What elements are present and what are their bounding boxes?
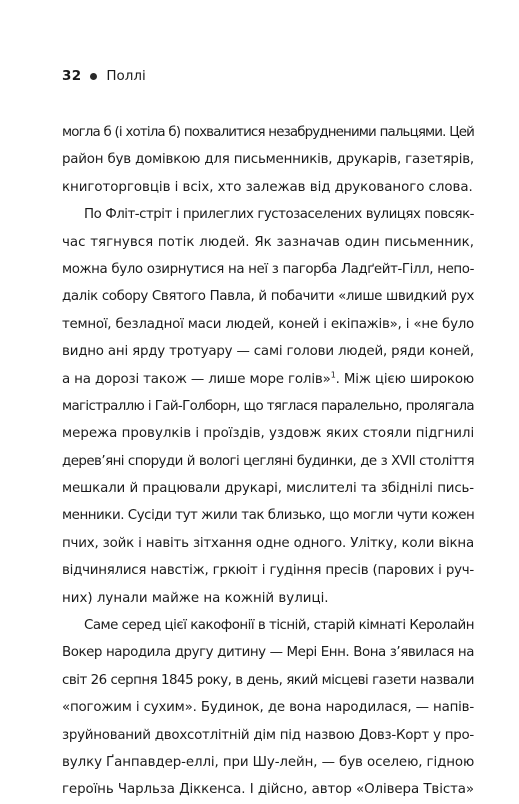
text-line: могла б (і хотіла б) похвалитися незабрудненими пальцями. Цей xyxy=(62,125,474,140)
text-line: книготорговців і всіх, хто залежав від друкованого слова. xyxy=(62,179,473,195)
text-line: мережа провулків і проїздів, уздовж яких стояли підгнилі xyxy=(62,426,475,442)
text-line: них) лунали майже на кожній вулиці. xyxy=(62,590,329,606)
text-line: пчих, зойк і навіть зітхання одне одного. Улітку, коли вікна xyxy=(62,535,474,551)
running-head xyxy=(62,66,146,86)
text-line: зруйнований двохсотлітній дім під назвою Довз-Корт у про- xyxy=(62,727,474,743)
bullet-dot-icon xyxy=(90,73,97,80)
text-line: темної, безладної маси людей, коней і екіпажів», і «не було xyxy=(62,316,474,332)
text-line: час тягнувся потік людей. Як зазначав один письменник, xyxy=(62,234,474,250)
text-line: менники. Сусіди тут жили так близько, що могли чути кожен xyxy=(62,508,475,524)
text-line: «погожим і сухим». Будинок, де вона народилася, — напів- xyxy=(62,700,474,716)
page-number: 32 xyxy=(62,68,82,84)
text-line: світ 26 серпня 1845 року, в день, який місцеві газети назвали xyxy=(62,672,474,688)
text-line: відчинялися навстіж, гркюіт і гудіння пресів (парових і руч- xyxy=(62,563,474,579)
text-line: мешкали й працювали друкарі, мислителі та збіднілі пись- xyxy=(62,481,474,497)
text-line: дерев’яні споруди й вологі цегляні будинки, де з XVII століття xyxy=(62,453,474,469)
text-line-part: а на дорозі також — лише море голів» xyxy=(62,371,331,387)
text-line: Вокер народила другу дитину — Мері Енн. Вона з’явилася на xyxy=(62,645,474,661)
text-line: По Фліт-стріт і прилеглих густозаселених вулицях повсяк- xyxy=(84,207,474,223)
text-line-part: . Між цією широкою xyxy=(335,371,474,387)
text-line: далік собору Святого Павла, й побачити «лише швидкий рух xyxy=(62,289,474,305)
text-line: район був домівкою для письменників, друкарів, газетярів, xyxy=(62,152,474,168)
text-line-with-footnote xyxy=(62,366,474,393)
running-title: Поллі xyxy=(106,68,146,84)
body-text xyxy=(62,119,474,804)
text-line: магістраллю і Гай-Голборн, що тяглася паралельно, пролягала xyxy=(62,398,474,414)
text-line: Саме серед цієї какофонії в тісній, старій кімнаті Керолайн xyxy=(84,618,474,634)
footnote-marker[interactable]: 1 xyxy=(330,370,336,380)
text-line: видно ані ярду тротуару — самі голови людей, ряди коней, xyxy=(62,344,474,360)
text-line: героїнь Чарльза Діккенса. І дійсно, автор «Олівера Твіста» xyxy=(62,782,474,798)
text-line: вулку Ґанпавдер-еллі, при Шу-лейн, — був оселею, гідною xyxy=(62,754,475,770)
text-line: можна було озирнутися на неї з пагорба Ладґейт-Гілл, непо- xyxy=(62,261,474,277)
